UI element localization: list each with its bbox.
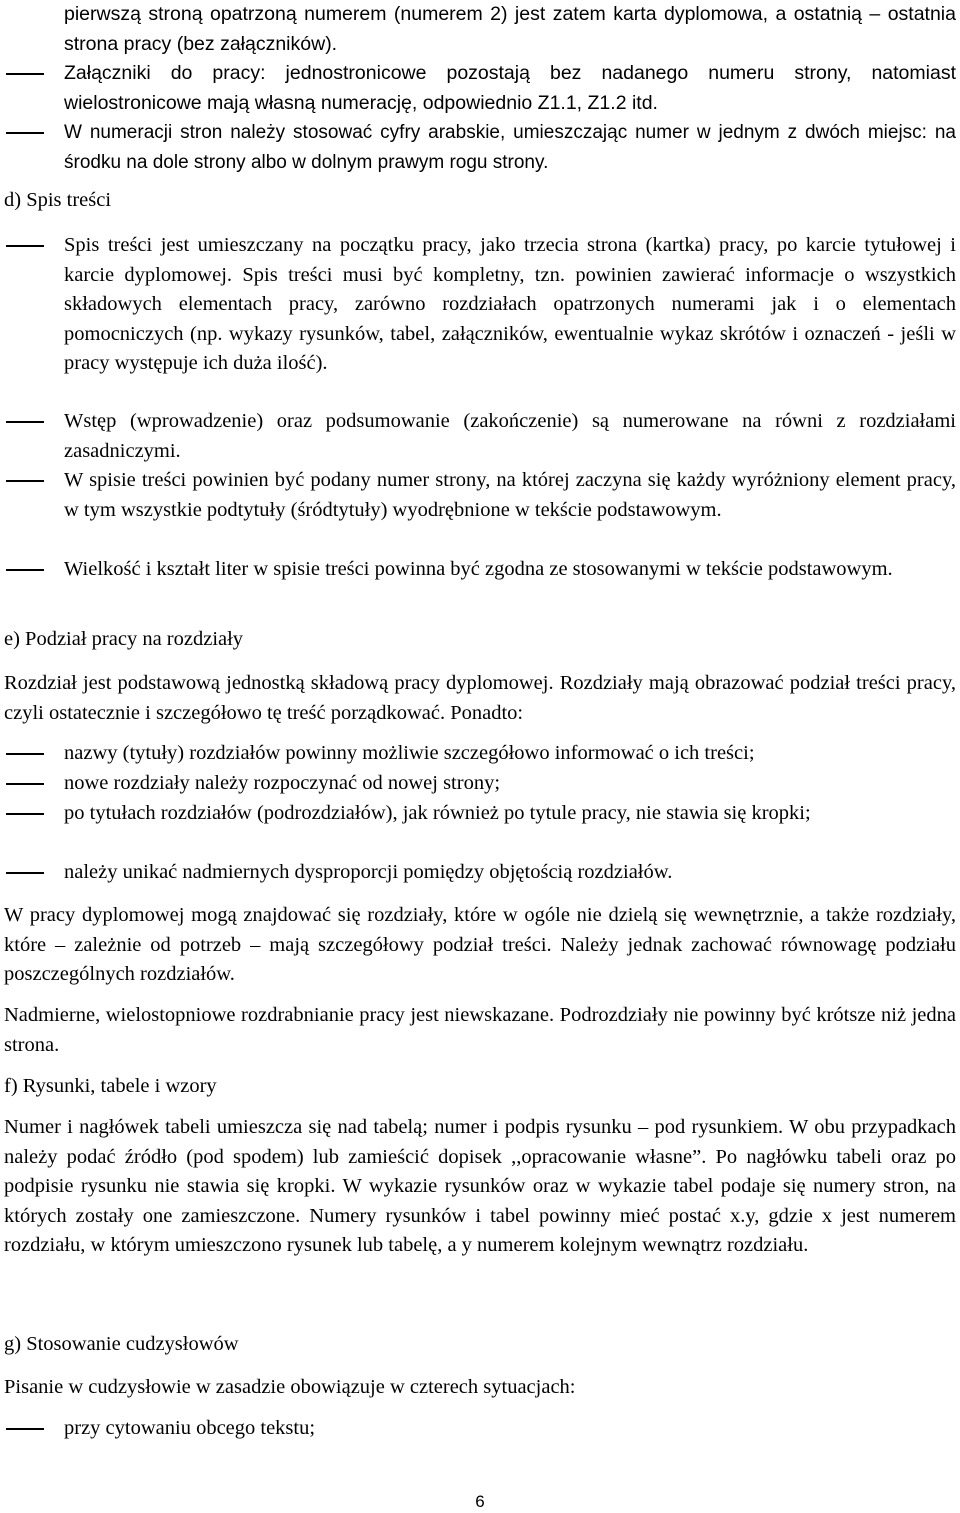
list-item-text: Spis treści jest umieszczany na początku pracy, jako trzecia strona (kartka) pracy, po karcie tytułowej i karcie dyplomowej. Spis treści musi być kompletny, tzn. powinien zawierać informacje o wszystkich składowych elementach pracy, zarówno rozdziałach opatrzonych numerami jak i o elementach pomocniczych (np. wykazy rysunków, tabel, załączników, ewentualnie wykaz skrótów i oznaczeń - jeśli w pracy występuje ich duża ilość). [64,234,956,374]
list-item [0,858,960,888]
paragraph: Rozdział jest podstawową jednostką składową pracy dyplomowej. Rozdziały mają obrazować podział treści pracy, czyli ostatecznie i szczegółowo tę treść porządkować. Ponadto: [4,672,956,724]
dash-bullet-icon [6,1428,44,1430]
list-item-text: przy cytowaniu obcego tekstu; [64,1417,316,1439]
list-item-text: W spisie treści powinien być podany numer strony, na której zaczyna się każdy wyróżniony element pracy, w tym wszystkie podtytuły (śródtytuły) wyodrębnione w tekście podstawowym. [64,469,956,521]
section-heading-e: e) Podział pracy na rozdziały [4,628,244,650]
dash-bullet-icon [6,783,44,785]
paragraph: Numer i nagłówek tabeli umieszcza się nad tabelą; numer i podpis rysunku – pod rysunkiem. W obu przypadkach należy podać źródło (pod spodem) lub zamieścić dopisek ,,opracowanie własne”. Po nagłówku tabeli oraz po podpisie rysunku nie stawia się kropki. W wykazie rysunków oraz w wykazie tabel podaje się numery stron, na których zostały one zamieszczone. Numery rysunków i tabel powinny mieć postać x.y, gdzie x jest numerem rozdziału, w którym umieszczono rysunek lub tabelę, a y numerem kolejnym wewnątrz rozdziału. [4,1116,956,1256]
section-heading-g: g) Stosowanie cudzysłowów [4,1333,239,1355]
list-item-text: nowe rozdziały należy rozpoczynać od nowej strony; [64,772,501,794]
list-item [0,739,960,769]
list-item [0,407,960,466]
list-item-text: Wielkość i kształt liter w spisie treści powinna być zgodna ze stosowanymi w tekście podstawowym. [64,558,893,580]
dash-bullet-icon [6,569,44,571]
list-item-text: po tytułach rozdziałów (podrozdziałów), jak również po tytule pracy, nie stawia się kropki; [64,802,811,824]
list-item [0,799,960,829]
section-heading-f: f) Rysunki, tabele i wzory [4,1075,217,1097]
dash-bullet-icon [6,132,44,134]
paragraph: W pracy dyplomowej mogą znajdować się rozdziały, które w ogóle nie dzielą się wewnętrznie, a także rozdziały, które – zależnie od potrzeb – mają szczegółowy podział treści. Należy jednak zachować równowagę podziału poszczególnych rozdziałów. [4,904,956,985]
dash-bullet-icon [6,813,44,815]
list-item [0,555,960,585]
page-number: 6 [475,1492,485,1511]
dash-bullet-icon [6,480,44,482]
list-item [0,118,960,177]
dash-bullet-icon [6,753,44,755]
list-item-text: Załączniki do pracy: jednostronicowe pozostają bez nadanego numeru strony, natomiast wielostronicowe mają własną numerację, odpowiednio Z1.1, Z1.2 itd. [64,62,956,114]
dash-bullet-icon [6,245,44,247]
dash-bullet-icon [6,73,44,75]
list-item-text: nazwy (tytuły) rozdziałów powinny możliwie szczegółowo informować o ich treści; [64,742,755,764]
list-item-text: należy unikać nadmiernych dysproporcji pomiędzy objętością rozdziałów. [64,861,673,883]
list-item-text: Wstęp (wprowadzenie) oraz podsumowanie (zakończenie) są numerowane na równi z rozdziałami zasadniczymi. [64,410,956,462]
list-item [0,769,960,799]
continuation-text: pierwszą stroną opatrzoną numerem (numerem 2) jest zatem karta dyplomowa, a ostatnią – ostatnia strona pracy (bez załączników). [64,3,956,55]
section-heading-d: d) Spis treści [4,189,112,211]
dash-bullet-icon [6,421,44,423]
paragraph: Pisanie w cudzysłowie w zasadzie obowiązuje w czterech sytuacjach: [4,1376,576,1398]
paragraph: Nadmierne, wielostopniowe rozdrabnianie pracy jest niewskazane. Podrozdziały nie powinny być krótsze niż jedna strona. [4,1004,956,1056]
dash-bullet-icon [6,872,44,874]
list-item [0,1414,960,1444]
list-item [0,59,960,118]
list-item [0,466,960,525]
list-item-text: W numeracji stron należy stosować cyfry arabskie, umieszczając numer w jednym z dwóch miejsc: na środku na dole strony albo w dolnym prawym rogu strony. [64,122,956,173]
bullet-continuation [0,0,960,59]
list-item [0,231,960,379]
